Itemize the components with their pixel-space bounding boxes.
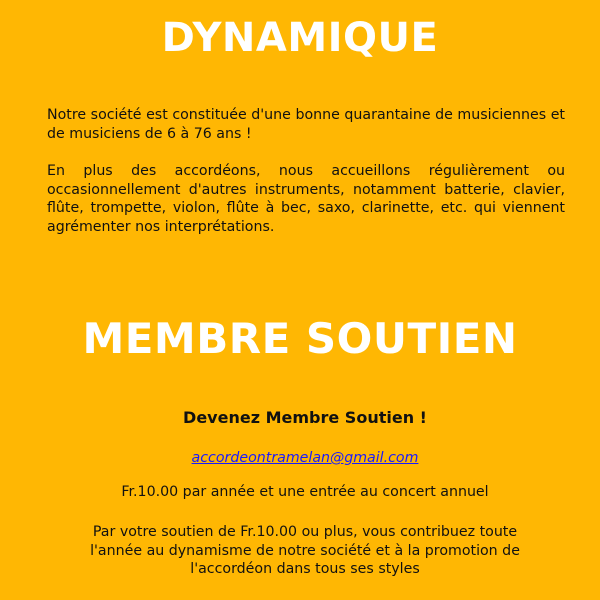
membership-subheading: Devenez Membre Soutien !	[183, 408, 427, 427]
email-link-container	[40, 449, 570, 468]
section-title-membre-soutien: MEMBRE SOUTIEN	[82, 314, 518, 363]
section-title-dynamique: DYNAMIQUE	[161, 15, 439, 61]
support-line-2: l'année au dynamisme de notre société et à la promotion de	[90, 542, 520, 559]
support-line-1: Par votre soutien de Fr.10.00 ou plus, vous contribuez toute	[92, 524, 518, 540]
fee-text: Fr.10.00 par année et une entrée au concert annuel	[121, 484, 489, 500]
email-link[interactable]: accordeontramelan@gmail.com	[191, 450, 419, 466]
members-paragraph: Notre société est constituée d'une bonne quarantaine de musiciennes et de musiciens de 6 à 76 ans !	[47, 107, 565, 142]
instruments-paragraph: En plus des accordéons, nous accueillons régulièrement ou occasionnellement d'autres instruments, notamment batterie, clavier, flûte, trompette, violon, flûte à bec, saxo, clarinette, etc. qui viennent agrémenter nos interprétations.	[47, 163, 565, 235]
support-line-3: l'accordéon dans tous ses styles	[190, 561, 420, 577]
support-text	[40, 523, 570, 579]
